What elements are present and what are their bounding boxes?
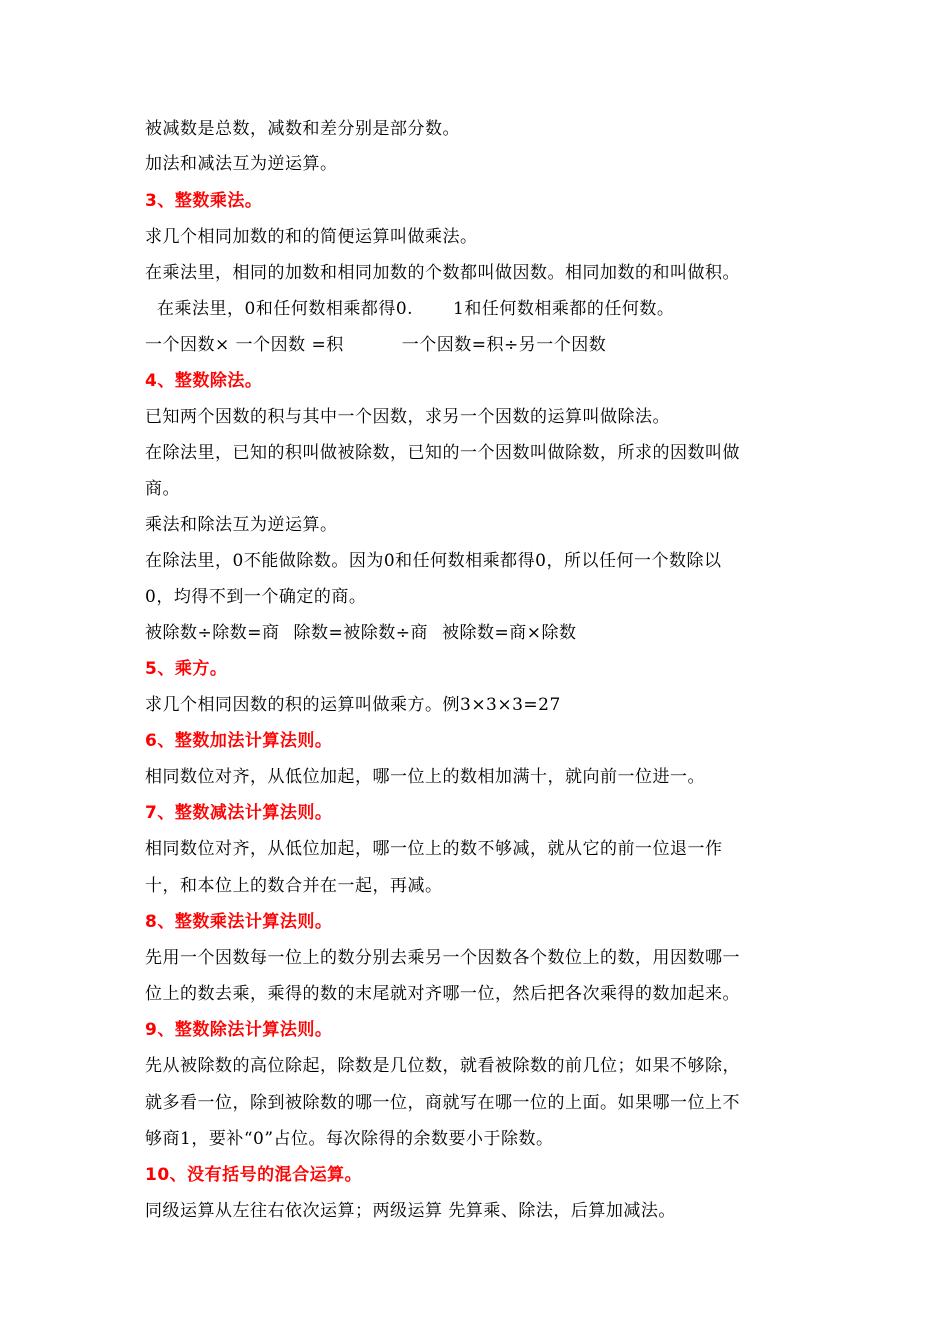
text-line: 在乘法里，相同的加数和相同加数的个数都叫做因数。相同加数的和叫做积。: [145, 263, 740, 283]
text-line: 商。: [145, 479, 180, 499]
text-line: 相同数位对齐，从低位加起，哪一位上的数相加满十，就向前一位进一。: [145, 767, 705, 787]
formula: 被除数=商×除数: [442, 623, 577, 643]
section-heading-5: 5、乘方。: [145, 659, 228, 679]
section-heading-10: 10、没有括号的混合运算。: [145, 1165, 363, 1185]
text-line: 相同数位对齐，从低位加起，哪一位上的数不够减，就从它的前一位退一作: [145, 839, 723, 859]
formula: 除数=被除数÷商: [293, 623, 428, 643]
section-heading-7: 7、整数减法计算法则。: [145, 803, 333, 823]
section-heading-3: 3、整数乘法。: [145, 191, 263, 211]
text-line: 被减数是总数，减数和差分别是部分数。: [145, 119, 460, 139]
formula: 一个因数=积÷另一个因数: [401, 335, 607, 355]
text-line: 先从被除数的高位除起，除数是几位数，就看被除数的前几位；如果不够除，: [145, 1056, 740, 1076]
formula-line: [145, 333, 606, 357]
text-line: [157, 297, 674, 321]
formula: 一个因数× 一个因数 =积: [145, 335, 344, 355]
text-line: 就多看一位，除到被除数的哪一位，商就写在哪一位的上面。如果哪一位上不: [145, 1093, 740, 1113]
text-line: 0，均得不到一个确定的商。: [145, 587, 367, 607]
text-line: 求几个相同因数的积的运算叫做乘方。例3×3×3=27: [145, 695, 561, 715]
text-segment: 在乘法里，0和任何数相乘都得0.: [157, 299, 414, 319]
text-line: 在除法里，已知的积叫做被除数，已知的一个因数叫做除数，所求的因数叫做: [145, 443, 740, 463]
section-heading-4: 4、整数除法。: [145, 371, 263, 391]
formula-line: [145, 621, 577, 645]
text-line: 在除法里，0不能做除数。因为0和任何数相乘都得0，所以任何一个数除以: [145, 551, 722, 571]
text-line: 乘法和除法互为逆运算。: [145, 515, 338, 535]
text-line: 十，和本位上的数合并在一起，再减。: [145, 876, 443, 896]
section-heading-6: 6、整数加法计算法则。: [145, 731, 333, 751]
text-line: 先用一个因数每一位上的数分别去乘另一个因数各个数位上的数，用因数哪一: [145, 948, 740, 968]
text-line: 求几个相同加数的和的简便运算叫做乘法。: [145, 227, 478, 247]
text-line: 够商1，要补“0”占位。每次除得的余数要小于除数。: [145, 1129, 554, 1149]
text-line: 位上的数去乘，乘得的数的末尾就对齐哪一位，然后把各次乘得的数加起来。: [145, 984, 740, 1004]
section-heading-8: 8、整数乘法计算法则。: [145, 912, 333, 932]
formula: 被除数÷除数=商: [145, 623, 280, 643]
text-line: 已知两个因数的积与其中一个因数，求另一个因数的运算叫做除法。: [145, 407, 670, 427]
text-line: 同级运算从左往右依次运算；两级运算 先算乘、除法，后算加减法。: [145, 1201, 676, 1221]
text-line: 加法和减法互为逆运算。: [145, 154, 338, 174]
text-segment: 1和任何数相乘都的任何数。: [453, 299, 675, 319]
section-heading-9: 9、整数除法计算法则。: [145, 1020, 333, 1040]
